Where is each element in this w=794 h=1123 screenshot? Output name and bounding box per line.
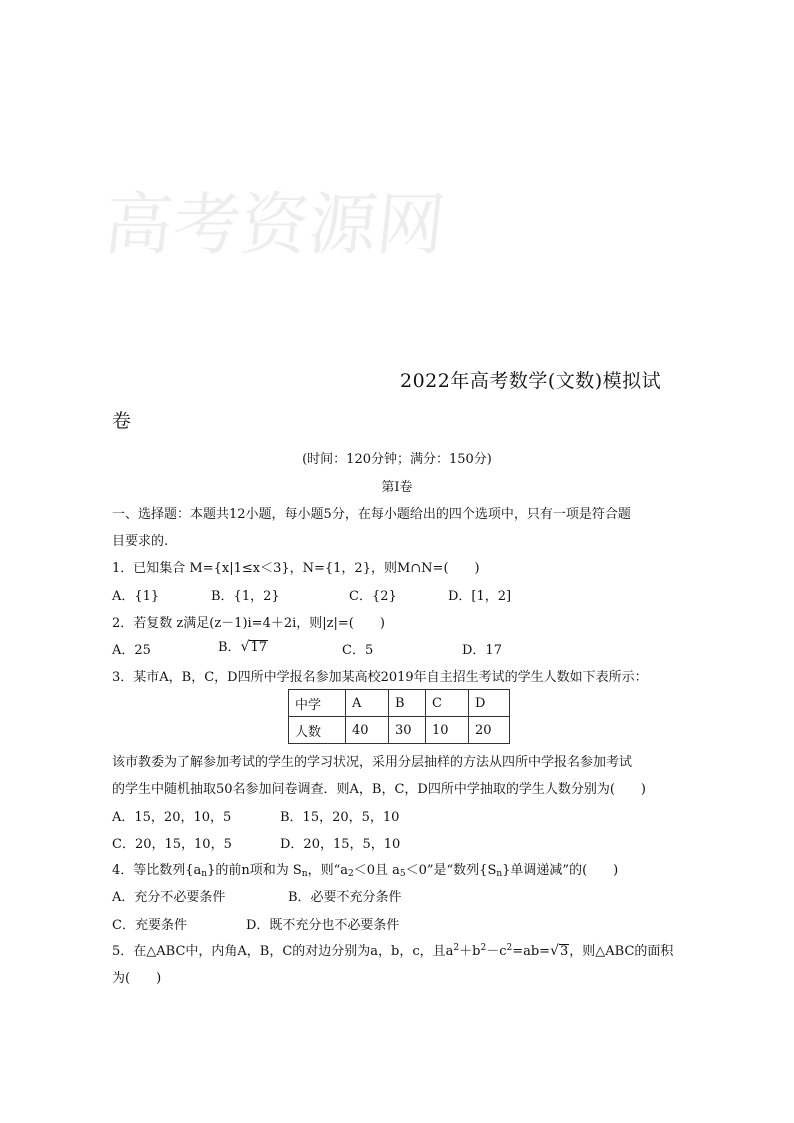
q4-text: ＜0”是“数列{S <box>405 863 497 878</box>
q5-text: ＋b <box>459 944 481 959</box>
table-cell: C <box>426 690 469 717</box>
q1-stem: 1．已知集合 M={x|1≤x＜3}，N={1，2}，则M∩N=( ) <box>112 561 480 576</box>
q3-option-b: B．15，20，5，10 <box>280 810 400 825</box>
q3-table <box>288 689 510 744</box>
table-cell: 中学 <box>289 690 346 717</box>
q3-stem: 3．某市A，B，C，D四所中学报名参加某高校2019年自主招生考试的学生人数如下表所示： <box>112 670 648 685</box>
q4-text: }单调递减”的( ) <box>502 863 619 878</box>
q5-text: ，则△ABC的面积 <box>569 944 674 959</box>
q4-option-a: A．充分不必要条件 <box>112 890 226 905</box>
q1-option-b: B．{1，2} <box>211 589 280 604</box>
q2-option-c: C．5 <box>342 643 374 658</box>
q5-superscript: 2 <box>480 943 487 953</box>
q5-text: =ab= <box>512 944 551 959</box>
table-cell: 20 <box>469 717 510 744</box>
q5-superscript: 2 <box>453 943 460 953</box>
q4-text: ，则“a <box>307 863 348 878</box>
q4-subscript: 5 <box>399 869 406 879</box>
q2-option-a: A．25 <box>112 643 151 658</box>
section-instruction-line1: 一、选择题：本题共12小题，每小题5分，在每小题给出的四个选项中，只有一项是符合题 <box>112 507 631 522</box>
q2-stem: 2．若复数 z满足(z－1)i=4＋2i，则|z|=( ) <box>112 616 385 631</box>
q5-text: 5．在△ABC中，内角A，B，C的对边分别为a，b，c，且a <box>112 944 454 959</box>
sqrt-symbol-icon: √ <box>550 943 559 959</box>
title-line-2: 卷 <box>112 410 132 432</box>
q5-radicand: 3 <box>559 944 569 959</box>
title-line-1: 2022年高考数学(文数)模拟试 <box>400 370 662 392</box>
q4-text: ＜0且 a <box>353 863 400 878</box>
q1-option-c: C．{2} <box>349 589 397 604</box>
exam-info: (时间：120分钟；满分：150分) <box>302 452 492 467</box>
q2-option-d: D．17 <box>462 643 502 658</box>
q1-option-a: A．{1} <box>112 589 160 604</box>
q4-subscript: 2 <box>347 869 354 879</box>
q4-subscript: n <box>496 869 503 879</box>
q1-option-d: D．[1，2] <box>448 589 512 604</box>
q4-stem <box>112 859 618 879</box>
q2-option-b <box>218 636 268 655</box>
q5-stem <box>112 940 673 959</box>
q4-subscript: n <box>201 869 208 879</box>
q4-option-b: B．必要不充分条件 <box>288 890 402 905</box>
volume-label: 第Ⅰ卷 <box>381 480 413 495</box>
sqrt-symbol-icon: √ <box>240 639 250 655</box>
q3-text-line1: 该市教委为了解参加考试的学生的学习状况，采用分层抽样的方法从四所中学报名参加考试 <box>112 755 633 770</box>
q5-superscript: 2 <box>506 943 513 953</box>
q4-option-d: D．既不充分也不必要条件 <box>246 918 400 933</box>
watermark-text: 高考资源网 <box>100 186 449 265</box>
watermark <box>100 128 449 298</box>
section-instruction-line2: 目要求的. <box>112 534 169 549</box>
table-cell: D <box>469 690 510 717</box>
q3-option-a: A．15，20，10，5 <box>112 810 232 825</box>
q3-option-c: C．20，15，10，5 <box>112 837 232 852</box>
table-row <box>289 717 510 744</box>
table-cell: 人数 <box>289 717 346 744</box>
table-cell: 40 <box>346 717 389 744</box>
table-cell: 30 <box>389 717 426 744</box>
table-row <box>289 690 510 717</box>
table-cell: B <box>389 690 426 717</box>
q2-option-b-radicand: 17 <box>250 640 268 655</box>
q5-stem-line2: 为( ) <box>112 971 162 986</box>
q4-subscript: n <box>301 869 308 879</box>
q3-text-line2: 的学生中随机抽取50名参加问卷调查．则A，B，C，D四所中学抽取的学生人数分别为( ) <box>112 782 646 797</box>
q4-text: }的前n项和为 S <box>207 863 302 878</box>
q4-text: 4．等比数列{a <box>112 863 202 878</box>
q2-option-b-prefix: B． <box>218 640 241 655</box>
q3-option-d: D．20，15，5，10 <box>280 837 401 852</box>
q4-option-c: C．充要条件 <box>112 918 187 933</box>
q5-text: －c <box>486 944 507 959</box>
table-cell: 10 <box>426 717 469 744</box>
table-cell: A <box>346 690 389 717</box>
